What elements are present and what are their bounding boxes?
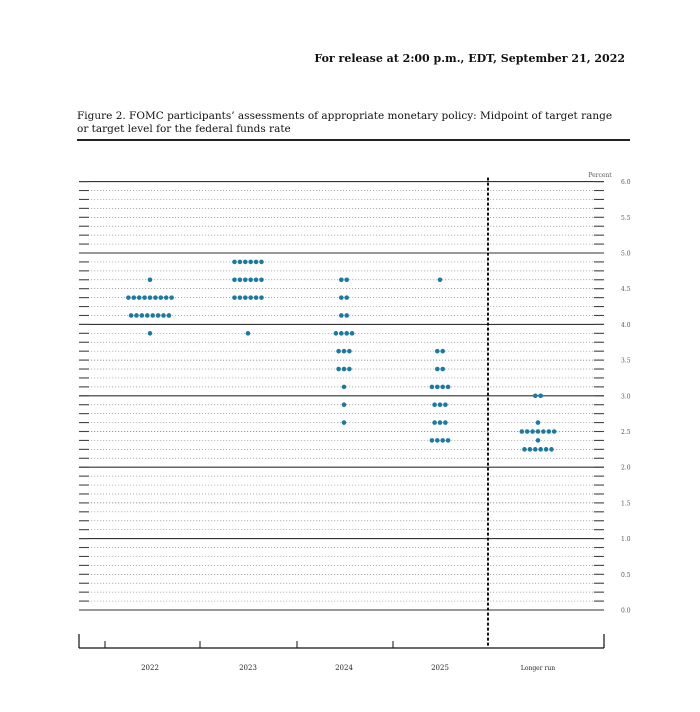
y-tick-label: 6.0	[621, 179, 631, 187]
participant-dot	[339, 295, 344, 300]
y-tick-label: 5.5	[621, 214, 631, 222]
participant-dot	[350, 331, 355, 336]
participant-dot	[528, 447, 533, 452]
participant-dot	[148, 331, 153, 336]
participant-dot	[347, 349, 352, 354]
x-category-label: 2024	[335, 664, 353, 672]
participant-dot	[169, 295, 174, 300]
figure-caption-line2: or target level for the federal funds rate	[77, 123, 291, 135]
participant-dot	[246, 331, 251, 336]
y-tick-label: 1.5	[621, 500, 631, 508]
y-tick-label: 1.0	[621, 536, 631, 544]
participant-dot	[129, 313, 134, 318]
participant-dot	[533, 394, 538, 399]
y-tick-label: 2.5	[621, 429, 631, 436]
x-category-label: 2022	[141, 664, 159, 672]
y-tick-label: 0.0	[621, 607, 631, 615]
participant-dot	[435, 438, 440, 443]
participant-dot	[549, 447, 554, 452]
y-tick-label: 4.5	[621, 286, 631, 294]
y-tick-label: 2.0	[621, 464, 631, 472]
participant-dot	[159, 295, 164, 300]
participant-dot	[525, 429, 530, 434]
participant-dot	[167, 313, 172, 318]
participant-dot	[440, 349, 445, 354]
participant-dot	[536, 420, 541, 425]
participant-dot	[126, 295, 131, 300]
participant-dot	[440, 367, 445, 372]
participant-dot	[336, 367, 341, 372]
y-tick-label: 0.5	[621, 571, 631, 579]
participant-dot	[243, 260, 248, 265]
participant-dot	[132, 295, 137, 300]
participant-dot	[432, 402, 437, 407]
participant-dot	[438, 420, 443, 425]
y-tick-label: 3.0	[621, 393, 631, 401]
participant-dot	[164, 295, 169, 300]
participant-dot	[347, 367, 352, 372]
participant-dot	[142, 295, 147, 300]
participant-dot	[430, 385, 435, 390]
participant-dot	[254, 295, 259, 300]
participant-dot	[259, 295, 264, 300]
participant-dot	[522, 447, 527, 452]
participant-dot	[148, 277, 153, 282]
participant-dot	[145, 313, 150, 318]
participant-dot	[344, 313, 349, 318]
participant-dot	[243, 277, 248, 282]
participant-dot	[435, 349, 440, 354]
participant-dot	[438, 402, 443, 407]
participant-dot	[238, 295, 243, 300]
release-note: For release at 2:00 p.m., EDT, September 21, 2022	[314, 52, 625, 65]
figure-caption-line1: Figure 2. FOMC participants’ assessments of appropriate monetary policy: Midpoint of target range	[77, 110, 613, 122]
participant-dot	[544, 447, 549, 452]
participant-dot	[533, 447, 538, 452]
participant-dot	[140, 313, 145, 318]
participant-dot	[232, 277, 237, 282]
participant-dot	[243, 295, 248, 300]
participant-dot	[538, 447, 543, 452]
participant-dot	[446, 385, 451, 390]
participant-dot	[248, 295, 253, 300]
y-tick-label: 5.0	[621, 250, 631, 258]
participant-dot	[232, 295, 237, 300]
participant-dot	[430, 438, 435, 443]
participant-dot	[344, 277, 349, 282]
participant-dot	[520, 429, 525, 434]
participant-dot	[440, 385, 445, 390]
participant-dot	[134, 313, 139, 318]
participant-dot	[339, 277, 344, 282]
y-tick-label: 3.5	[621, 357, 631, 365]
x-category-label: 2023	[239, 664, 257, 672]
participant-dot	[150, 313, 155, 318]
participant-dot	[536, 438, 541, 443]
participant-dot	[342, 402, 347, 407]
participant-dot	[446, 438, 451, 443]
participant-dot	[153, 295, 158, 300]
y-tick-label: 4.0	[621, 321, 631, 329]
participant-dot	[339, 313, 344, 318]
participant-dot	[156, 313, 161, 318]
participant-dot	[440, 438, 445, 443]
participant-dot	[536, 429, 541, 434]
participant-dot	[238, 260, 243, 265]
participant-dot	[342, 367, 347, 372]
participant-dot	[334, 331, 339, 336]
participant-dot	[443, 420, 448, 425]
participant-dot	[254, 260, 259, 265]
participant-dot	[137, 295, 142, 300]
participant-dot	[435, 385, 440, 390]
y-axis-label: Percent	[588, 172, 612, 179]
participant-dot	[443, 402, 448, 407]
participant-dot	[342, 420, 347, 425]
participant-dot	[530, 429, 535, 434]
x-category-label: 2025	[431, 664, 449, 672]
participant-dot	[435, 367, 440, 372]
participant-dot	[344, 295, 349, 300]
participant-dot	[336, 349, 341, 354]
participant-dot	[547, 429, 552, 434]
participant-dot	[259, 277, 264, 282]
participant-dot	[538, 394, 543, 399]
participant-dot	[342, 385, 347, 390]
participant-dot	[161, 313, 166, 318]
participant-dot	[342, 349, 347, 354]
participant-dot	[254, 277, 259, 282]
participant-dot	[238, 277, 243, 282]
participant-dot	[344, 331, 349, 336]
participant-dot	[248, 277, 253, 282]
participant-dot	[552, 429, 557, 434]
participant-dot	[541, 429, 546, 434]
participant-dot	[148, 295, 153, 300]
x-category-label: Longer run	[520, 665, 556, 672]
participant-dot	[438, 277, 443, 282]
participant-dot	[248, 260, 253, 265]
participant-dot	[232, 260, 237, 265]
participant-dot	[259, 260, 264, 265]
participant-dot	[339, 331, 344, 336]
participant-dot	[432, 420, 437, 425]
